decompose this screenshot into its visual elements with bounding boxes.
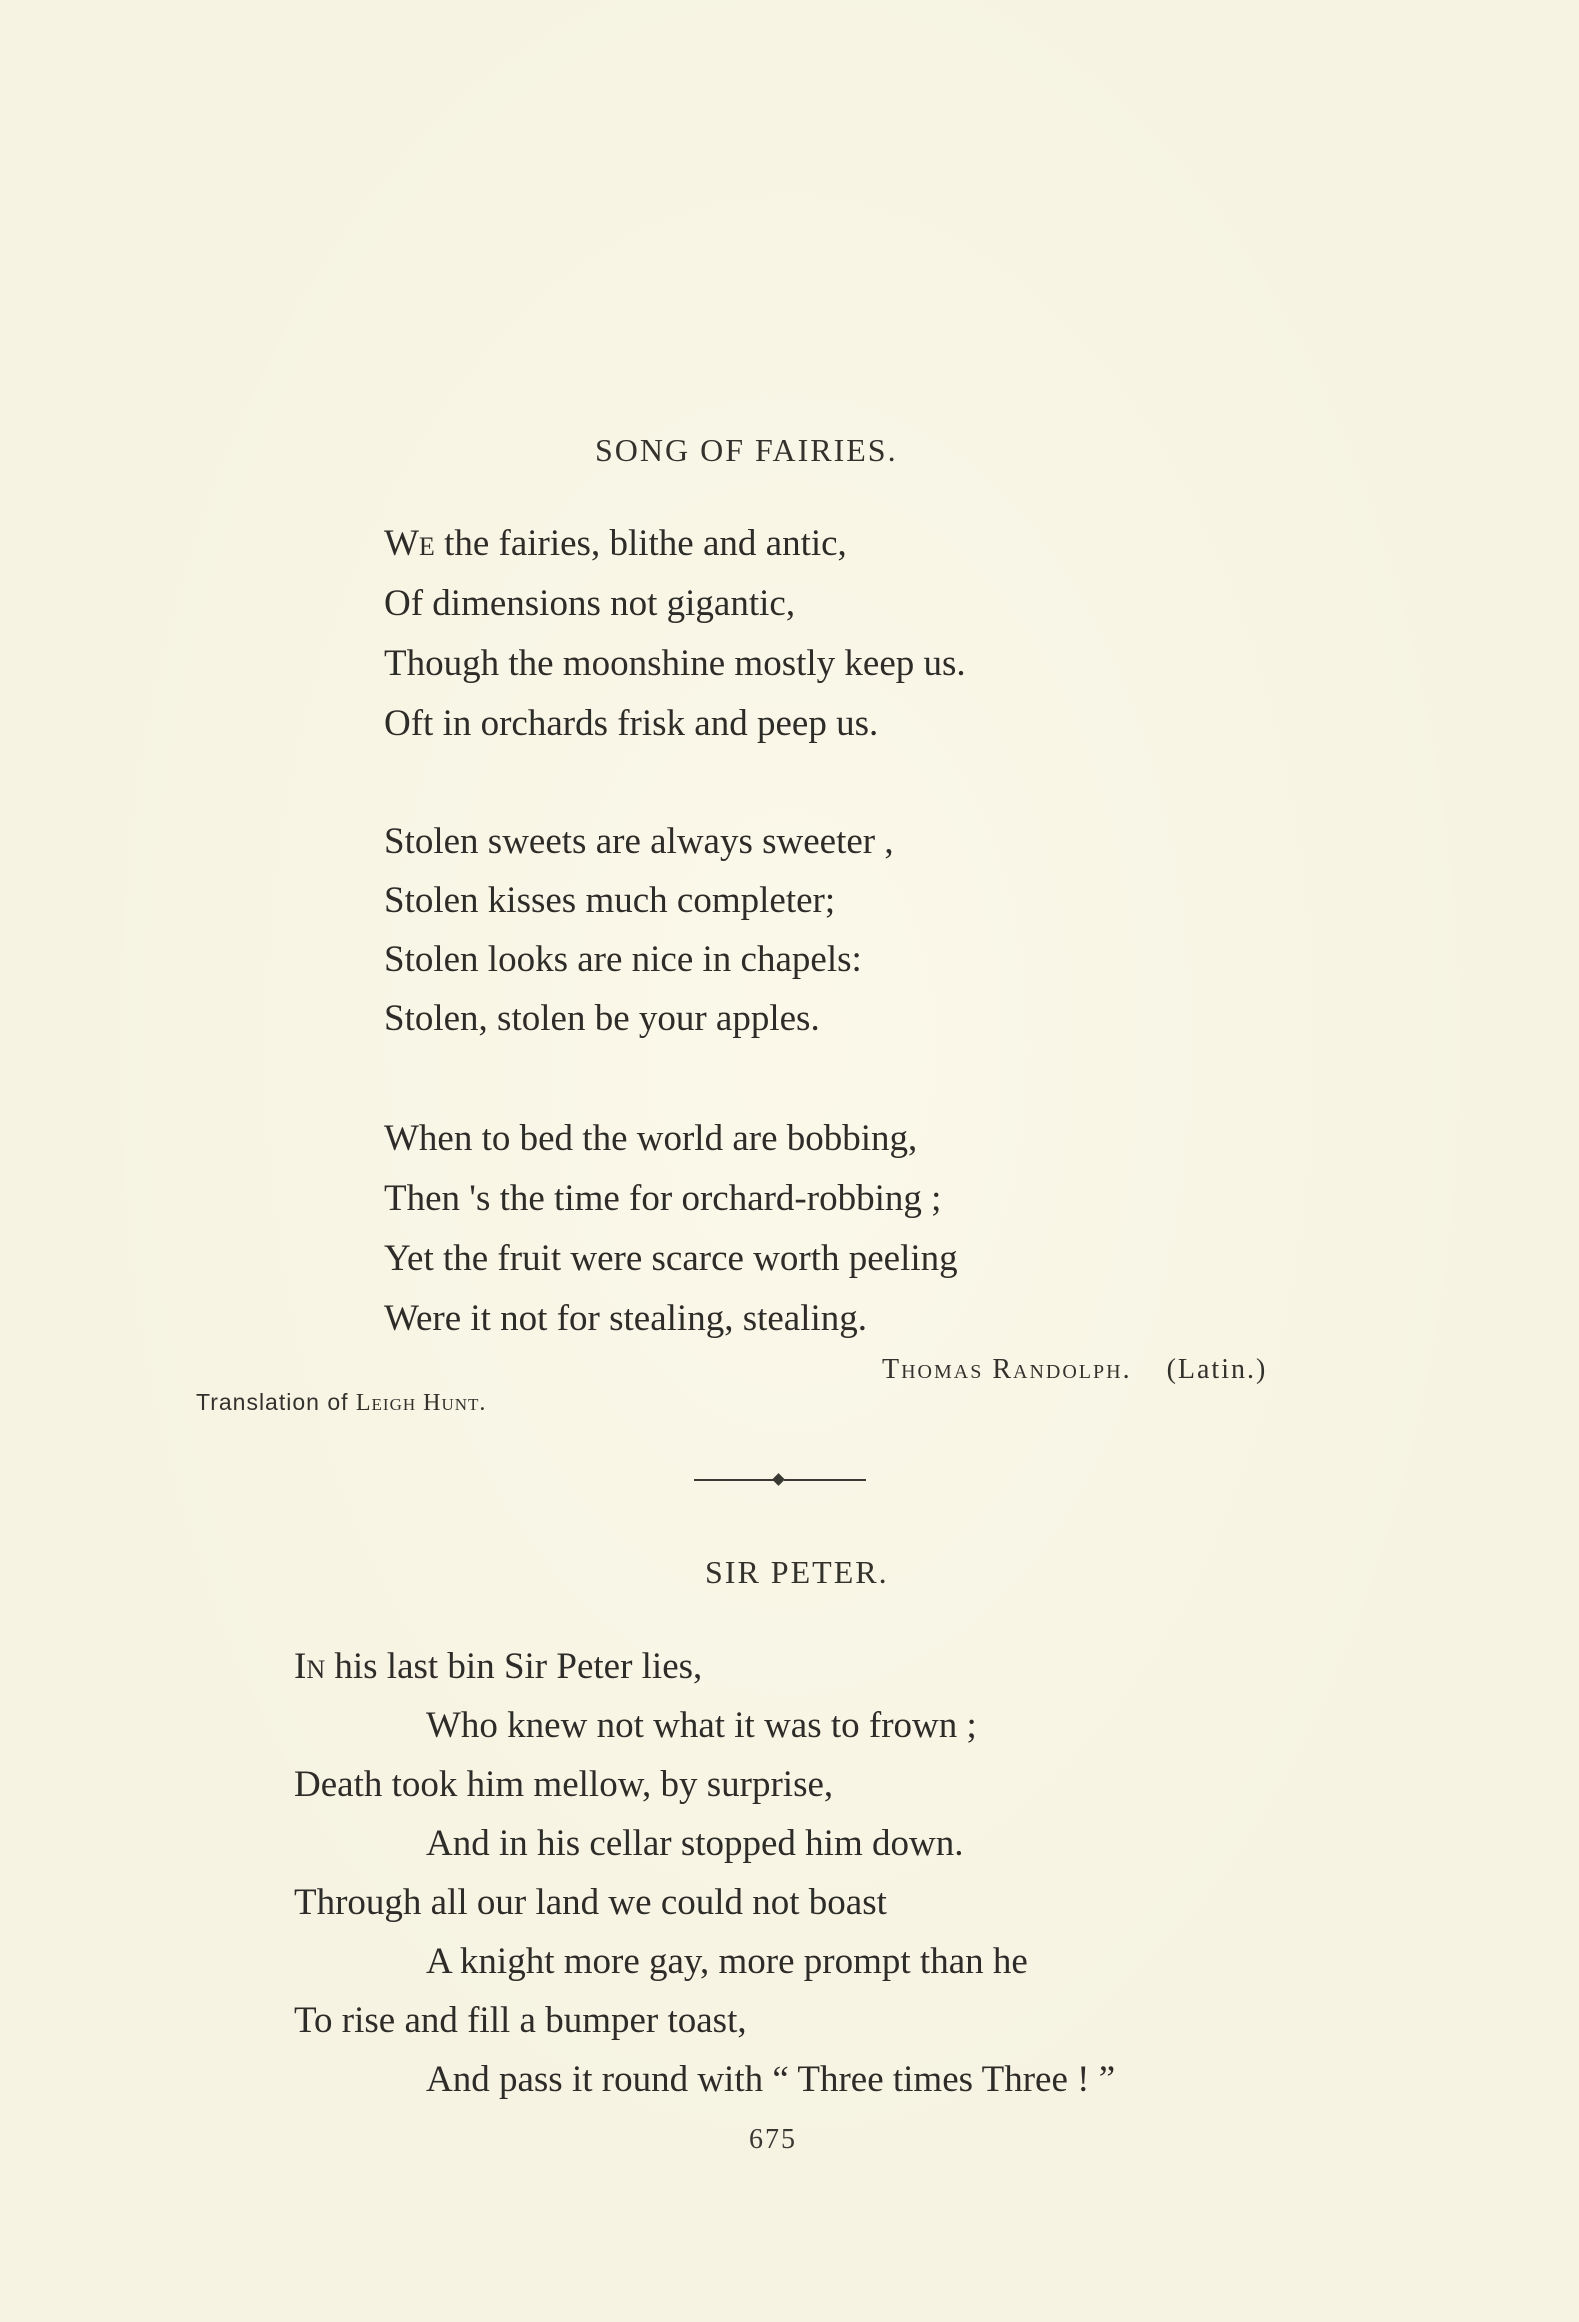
poem-line: Stolen looks are nice in chapels: (384, 939, 862, 980)
credit-prefix: Translation of (196, 1389, 349, 1415)
poem-line: Of dimensions not gigantic, (384, 583, 796, 624)
poem-line: To rise and fill a bumper toast, (294, 2000, 747, 2041)
poem-line-indented: And in his cellar stopped him down. (426, 1823, 964, 1864)
divider-ornament (772, 1473, 785, 1486)
poem-line-indented: Who knew not what it was to frown ; (426, 1705, 977, 1746)
poem-line-indented: And pass it round with “ Three times Three ! ” (426, 2059, 1116, 2100)
author-name: Thomas Randolph. (882, 1354, 1132, 1385)
poem-line: Stolen, stolen be your apples. (384, 998, 820, 1039)
translator-name: Leigh Hunt. (355, 1390, 487, 1416)
poem-line: Stolen sweets are always sweeter , (384, 821, 894, 862)
poem-line: Yet the fruit were scarce worth peeling (384, 1238, 958, 1279)
poem-line-indented: A knight more gay, more prompt than he (426, 1941, 1028, 1982)
poem-title-song-of-fairies: SONG OF FAIRIES. (595, 432, 898, 468)
poem-title-sir-peter: SIR PETER. (705, 1554, 889, 1590)
line-text: his last bin Sir Peter lies, (325, 1646, 703, 1687)
poem-line: Were it not for stealing, stealing. (384, 1298, 868, 1339)
poem-line: Death took him mellow, by surprise, (294, 1764, 834, 1805)
poem-line: Though the moonshine mostly keep us. (384, 643, 966, 684)
page-number: 675 (749, 2124, 797, 2155)
poem-line: Oft in orchards frisk and peep us. (384, 703, 879, 744)
source-language: (Latin.) (1166, 1354, 1268, 1385)
poem-line: Stolen kisses much completer; (384, 880, 836, 921)
divider-rule-right (784, 1479, 866, 1481)
poem-line: Then 's the time for orchard-robbing ; (384, 1178, 942, 1219)
translation-credit (196, 1389, 486, 1417)
poem-line: When to bed the world are bobbing, (384, 1118, 918, 1159)
drop-cap: In (294, 1646, 326, 1687)
poem-line (294, 1645, 702, 1688)
section-divider (694, 1474, 866, 1486)
poem-line: Through all our land we could not boast (294, 1882, 887, 1923)
divider-rule-left (694, 1479, 774, 1481)
poem-line (384, 522, 847, 565)
line-text: the fairies, blithe and antic, (434, 523, 847, 564)
drop-cap: We (384, 523, 435, 564)
poem-attribution (882, 1354, 1267, 1386)
